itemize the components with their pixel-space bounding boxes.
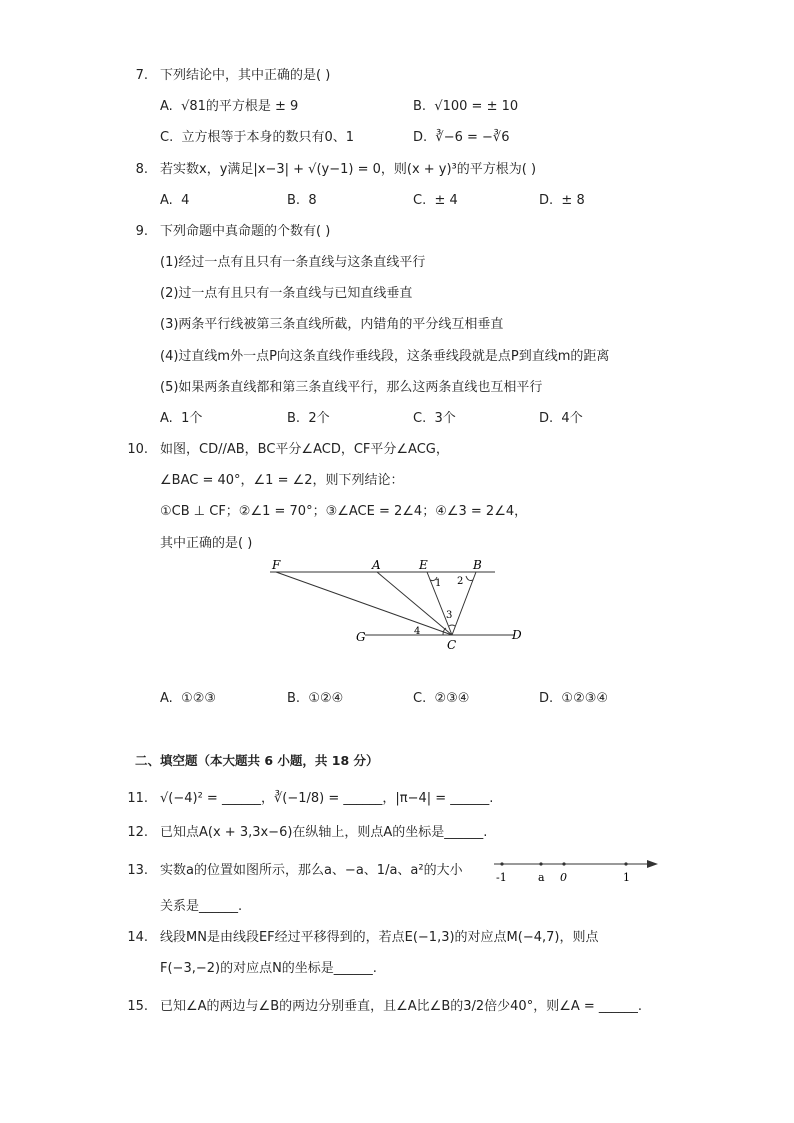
q15-text: 已知∠A的两边与∠B的两边分别垂直，且∠A比∠B的3/2倍少40°，则∠A = ______. — [160, 999, 643, 1014]
option-label: A. — [160, 691, 173, 706]
label-b: B — [473, 558, 482, 572]
label-angle-3: 3 — [446, 610, 453, 621]
q10-line-1: 如图，CD//AB，BC平分∠ACD，CF平分∠ACG， — [160, 442, 449, 457]
q10-line-3: ①CB ⊥ CF；②∠1 = 70°；③∠ACE = 2∠4；④∠3 = 2∠4， — [160, 504, 528, 519]
segment-bc — [452, 572, 476, 635]
q10-geometry-figure — [260, 555, 540, 655]
option-text: 4个 — [561, 411, 583, 426]
q8-option-c[interactable] — [413, 192, 458, 210]
option-label: D. — [413, 130, 428, 145]
option-text: ± 4 — [434, 193, 458, 208]
option-label: A. — [160, 99, 173, 114]
q8-option-a[interactable] — [160, 192, 189, 210]
option-text: 4 — [181, 193, 190, 208]
angle-3-arc — [449, 625, 455, 626]
q9-statement-1: (1)经过一点有且只有一条直线与这条直线平行 — [160, 255, 426, 270]
q9-statement-2: (2)过一点有且只有一条直线与已知直线垂直 — [160, 286, 413, 301]
option-text: ± 8 — [561, 193, 585, 208]
q12-number: 12. — [127, 825, 148, 840]
tick-a — [539, 862, 542, 865]
label-d: D — [512, 628, 522, 642]
q9-statement-5: (5)如果两条直线都和第三条直线平行，那么这两条直线也互相平行 — [160, 380, 543, 395]
option-label: B. — [287, 193, 301, 208]
q7-option-b[interactable] — [413, 98, 518, 116]
q7-option-d[interactable] — [413, 129, 509, 147]
label-a: A — [372, 558, 381, 572]
option-label: D. — [539, 411, 554, 426]
option-text: ①②③④ — [561, 691, 609, 706]
q8-option-b[interactable] — [287, 192, 317, 210]
option-label: C. — [413, 193, 427, 208]
q14-line-1: 线段MN是由线段EF经过平移得到的，若点E(−1,3)的对应点M(−4,7)，则点 — [160, 930, 599, 945]
option-label: C. — [160, 130, 174, 145]
option-text: 1个 — [181, 411, 203, 426]
option-label: B. — [287, 691, 301, 706]
q9-option-c[interactable] — [413, 410, 456, 428]
label-angle-1: 1 — [435, 578, 442, 589]
option-label: C. — [413, 411, 427, 426]
q15-number: 15. — [127, 999, 148, 1014]
tick-zero — [562, 862, 565, 865]
option-text: 3个 — [434, 411, 456, 426]
q8-number: 8. — [135, 162, 148, 177]
option-text: ①②③ — [181, 691, 217, 706]
option-text: ①②④ — [308, 691, 344, 706]
label-angle-4: 4 — [414, 626, 421, 637]
q13-number: 13. — [127, 863, 148, 878]
option-label: B. — [413, 99, 427, 114]
option-text: ②③④ — [434, 691, 470, 706]
option-label: C. — [413, 691, 427, 706]
q9-option-d[interactable] — [539, 410, 583, 428]
option-text: ∛−6 = −∛6 — [435, 130, 510, 145]
q9-statement-3: (3)两条平行线被第三条直线所截，内错角的平分线互相垂直 — [160, 317, 504, 332]
q9-number: 9. — [135, 224, 148, 239]
q9-option-a[interactable] — [160, 410, 202, 428]
tick-one — [624, 862, 627, 865]
option-label: A. — [160, 193, 173, 208]
q10-line-2: ∠BAC = 40°，∠1 = ∠2，则下列结论： — [160, 473, 404, 488]
q7-number: 7. — [135, 68, 148, 83]
q9-stem: 下列命题中真命题的个数有( ) — [160, 224, 331, 239]
label-e: E — [419, 558, 428, 572]
q10-line-4: 其中正确的是( ) — [160, 536, 253, 551]
label-zero: 0 — [560, 871, 567, 884]
label-angle-2: 2 — [457, 576, 464, 587]
label-a: a — [538, 871, 545, 884]
q10-option-c[interactable] — [413, 690, 469, 708]
section-2-heading: 二、填空题（本大题共 6 小题，共 18 分） — [135, 753, 379, 768]
q10-option-d[interactable] — [539, 690, 608, 708]
q10-option-b[interactable] — [287, 690, 343, 708]
q10-number: 10. — [127, 442, 148, 457]
q11-number: 11. — [127, 791, 148, 806]
option-label: D. — [539, 691, 554, 706]
q9-statement-4: (4)过直线m外一点P向这条直线作垂线段，这条垂线段就是点P到直线m的距离 — [160, 349, 610, 364]
label-g: G — [356, 630, 366, 644]
q13-line-2: 关系是______. — [160, 899, 243, 914]
label-neg1: -1 — [496, 871, 507, 884]
label-one: 1 — [623, 871, 630, 884]
q13-number-line — [488, 852, 663, 886]
option-text: 2个 — [308, 411, 330, 426]
q14-number: 14. — [127, 930, 148, 945]
tick-neg1 — [500, 862, 503, 865]
q14-line-2: F(−3,−2)的对应点N的坐标是______. — [160, 961, 377, 976]
option-text: √100 = ± 10 — [434, 99, 519, 114]
label-f: F — [272, 558, 281, 572]
option-label: D. — [539, 193, 554, 208]
option-text: √81的平方根是 ± 9 — [181, 99, 299, 114]
q12-text: 已知点A(x + 3,3x−6)在纵轴上，则点A的坐标是______. — [160, 825, 488, 840]
q9-option-b[interactable] — [287, 410, 330, 428]
segment-fc — [276, 572, 452, 635]
q8-stem: 若实数x，y满足|x−3| + √(y−1) = 0，则(x + y)³的平方根为( ) — [160, 162, 537, 177]
angle-2-arc — [466, 576, 473, 581]
q7-stem: 下列结论中，其中正确的是( ) — [160, 68, 331, 83]
option-text: 立方根等于本身的数只有0、1 — [181, 130, 355, 145]
q7-option-a[interactable] — [160, 98, 298, 116]
q7-option-c[interactable] — [160, 129, 354, 147]
q13-line-1: 实数a的位置如图所示，那么a、−a、1/a、a²的大小 — [160, 863, 463, 878]
option-text: 8 — [308, 193, 317, 208]
q11-text: √(−4)² = ______，∛(−1/8) = ______，|π−4| = ______. — [160, 791, 494, 806]
q8-option-d[interactable] — [539, 192, 585, 210]
label-c: C — [447, 638, 457, 652]
axis-arrow — [647, 860, 658, 868]
q10-option-a[interactable] — [160, 690, 216, 708]
option-label: B. — [287, 411, 301, 426]
option-label: A. — [160, 411, 173, 426]
